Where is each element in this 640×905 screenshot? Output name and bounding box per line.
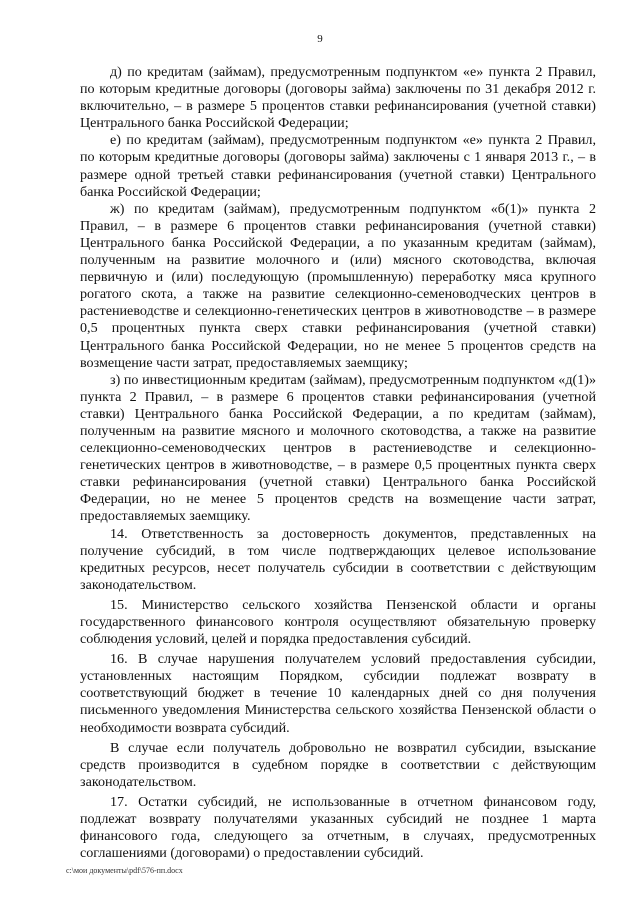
file-path-footer: c:\мои документы\pdf\576-пп.docx <box>66 866 183 875</box>
paragraph-e: е) по кредитам (займам), предусмотренным подпунктом «е» пункта 2 Правил, по которым кредитные договоры (договоры займа) заключены с 1 января 2013 г., – в размере одной третьей ставки рефинансирования (учетной ставки) Центрального банка Российской Федерации; <box>80 132 596 200</box>
paragraph-15: 15. Министерство сельского хозяйства Пензенской области и органы государственного финансового контроля осуществляют обязательную проверку соблюдения условий, целей и порядка предоставления субсидий. <box>80 596 596 648</box>
paragraph-16-refund: В случае если получатель добровольно не возвратил субсидии, взыскание средств производится в судебном порядке в соответствии с действующим законодательством. <box>80 739 596 790</box>
paragraph-d: д) по кредитам (займам), предусмотренным подпунктом «е» пункта 2 Правил, по которым кредитные договоры (договоры займа) заключены по 31 декабря 2012 г. включительно, – в размере 5 процентов ставки рефинансирования (учетной ставки) Центрального банка Российской Федерации; <box>80 64 596 132</box>
paragraph-zh: ж) по кредитам (займам), предусмотренным подпунктом «б(1)» пункта 2 Правил, – в размере 6 процентов ставки рефинансирования (учетной ставки) Центрального банка Российской Федерации, а по указанным кредитам (займам), полученным на развитие молочного и (или) мясного скотоводства, включая первичную и (или) последующую (промышленную) переработку мяса крупного рогатого скота, а также на развитие селекционно-семеноводческих центров в растениеводстве и селекционно-генетических центров в животноводстве – в размере 0,5 процентных пункта сверх ставки рефинансирования (учетной ставки) Центрального банка Российской Федерации, но не менее 5 процентов средств на возмещение части затрат, предоставляемых заемщику; <box>80 200 596 371</box>
paragraph-16: 16. В случае нарушения получателем условий предоставления субсидии, установленных настоящим Порядком, субсидии подлежат возврату в соответствующий бюджет в течение 10 календарных дней со дня получения письменного уведомления Министерства сельского хозяйства Пензенской области о необходимости возврата субсидий. <box>80 651 596 736</box>
paragraph-14: 14. Ответственность за достоверность документов, представленных на получение субсидий, в том числе подтверждающих целевое использование кредитных ресурсов, несет получатель субсидии в соответствии с действующим законодательством. <box>80 525 596 593</box>
paragraph-z: з) по инвестиционным кредитам (займам), предусмотренным подпунктом «д(1)» пункта 2 Правил, – в размере 6 процентов ставки рефинансирования (учетной ставки) Центрального банка Российской Федерации, а по кредитам (займам), полученным на развитие мясного и молочного скотоводства, а также на развитие селекционно-семеноводческих центров в растениеводстве и селекционно-генетических центров в животноводстве, – в размере 0,5 процентных пункта сверх ставки рефинансирования (учетной ставки) Центрального банка Российской Федерации, но не менее 5 процентов средств на возмещение части затрат, предоставляемых заемщику. <box>80 371 596 525</box>
document-body <box>80 64 596 862</box>
paragraph-17: 17. Остатки субсидий, не использованные в отчетном финансовом году, подлежат возврату получателями указанных субсидий не позднее 1 марта финансового года, следующего за отчетным, в случаях, предусмотренных соглашениями (договорами) о предоставлении субсидий. <box>80 793 596 862</box>
page-number: 9 <box>317 33 323 45</box>
